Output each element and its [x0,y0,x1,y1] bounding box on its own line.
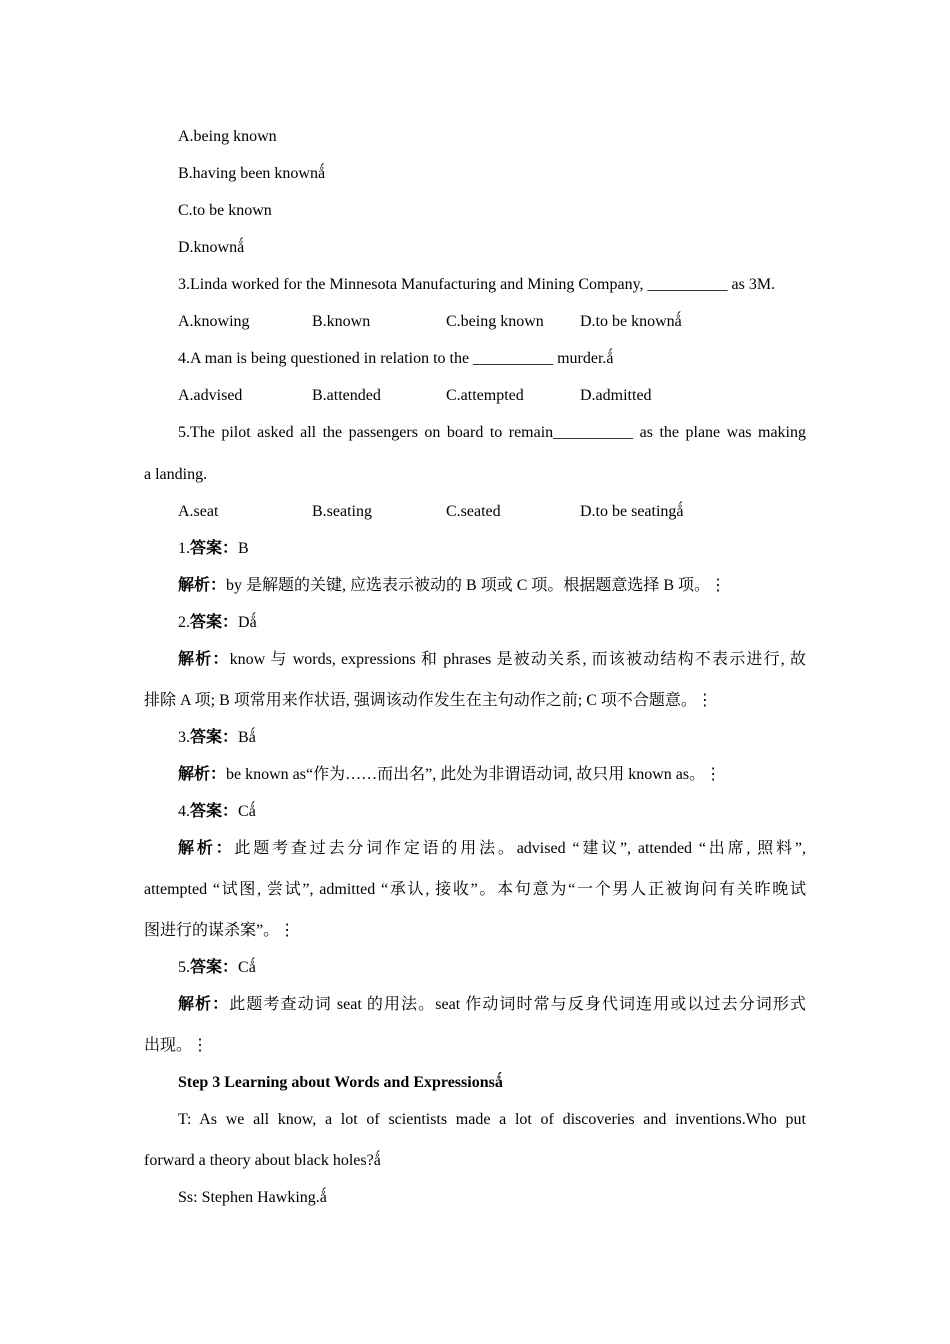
answer-number: 2. [178,614,190,631]
answer-label: 答案： [190,540,239,557]
q5-stem-line2: a landing. [144,466,208,483]
explanation-4-line1 [178,839,806,859]
explanation-5-line1 [178,995,806,1015]
answer-number: 5. [178,959,190,976]
explanation-1 [178,576,726,596]
q5-option-c: C.seated [446,503,501,520]
answer-4 [178,802,256,822]
explanation-label: 解析： [178,996,230,1013]
q3-option-c: C.being known [446,313,544,330]
answer-1 [178,539,249,559]
q3-stem: 3.Linda worked for the Minnesota Manufacturing and Mining Company, __________ as 3M. [178,276,776,293]
q5-stem-line1: 5.The pilot asked all the passengers on board to remain__________ as the plane was making [178,424,806,441]
explanation-text: by 是解题的关键, 应选表示被动的 B 项或 C 项。根据题意选择 B 项。⋮ [226,577,727,594]
explanation-4-line3: 图进行的谋杀案”。⋮ [144,922,296,939]
step3-students-line: Ss: Stephen Hawking.ǻ [178,1189,327,1206]
answer-number: 1. [178,540,190,557]
q5-option-a: A.seat [178,503,219,520]
q2-option-b: B.having been knownǻ [178,165,326,182]
answer-label: 答案： [190,803,239,820]
q3-option-d: D.to be knownǻ [580,313,682,330]
answer-value: Cǻ [238,803,256,820]
explanation-3 [178,765,721,785]
answer-value: Dǻ [238,614,257,631]
explanation-text: be known as“作为……而出名”, 此处为非谓语动词, 故只用 known as。⋮ [226,766,722,783]
step3-teacher-line1: T: As we all know, a lot of scientists made a lot of discoveries and inventions.Who put [178,1111,806,1128]
explanation-label: 解析： [178,840,235,857]
explanation-text: know 与 words, expressions 和 phrases 是被动关系, 而该被动结构不表示进行, 故 [229,651,806,668]
explanation-label: 解析： [178,766,227,783]
answer-value: Bǻ [238,729,256,746]
q2-option-d: D.knownǻ [178,239,245,256]
q2-option-a: A.being known [178,128,277,145]
explanation-2-line2: 排除 A 项; B 项常用来作状语, 强调该动作发生在主句动作之前; C 项不合题意。⋮ [144,692,713,709]
q5-option-d: D.to be seatingǻ [580,503,684,520]
answer-3 [178,728,256,748]
q5-option-b: B.seating [312,503,372,520]
answer-number: 3. [178,729,190,746]
explanation-4-line2: attempted “试图, 尝试”, admitted “承认, 接收”。本句意为“一个男人正被询问有关昨晚试 [144,881,806,898]
answer-label: 答案： [190,959,239,976]
q4-option-b: B.attended [312,387,381,404]
answer-label: 答案： [190,614,239,631]
explanation-5-line2: 出现。⋮ [144,1037,209,1054]
step3-heading: Step 3 Learning about Words and Expressionsǻ [178,1074,503,1091]
explanation-label: 解析： [178,651,230,668]
answer-value: B [238,540,249,557]
q3-option-a: A.knowing [178,313,250,330]
q3-option-b: B.known [312,313,371,330]
q4-option-d: D.admitted [580,387,652,404]
step3-teacher-line2: forward a theory about black holes?ǻ [144,1152,381,1169]
explanation-2-line1 [178,650,806,670]
answer-value: Cǻ [238,959,256,976]
answer-2 [178,613,257,633]
q4-option-a: A.advised [178,387,243,404]
explanation-text: 此题考查动词 seat 的用法。seat 作动词时常与反身代词连用或以过去分词形式 [229,996,806,1013]
answer-label: 答案： [190,729,239,746]
explanation-text: 此题考查过去分词作定语的用法。advised “建议”, attended “出席, 照料”, [234,840,806,857]
explanation-label: 解析： [178,577,227,594]
q4-option-c: C.attempted [446,387,524,404]
q2-option-c: C.to be known [178,202,272,219]
answer-number: 4. [178,803,190,820]
answer-5 [178,958,256,978]
q4-stem: 4.A man is being questioned in relation to the __________ murder.ǻ [178,350,614,367]
